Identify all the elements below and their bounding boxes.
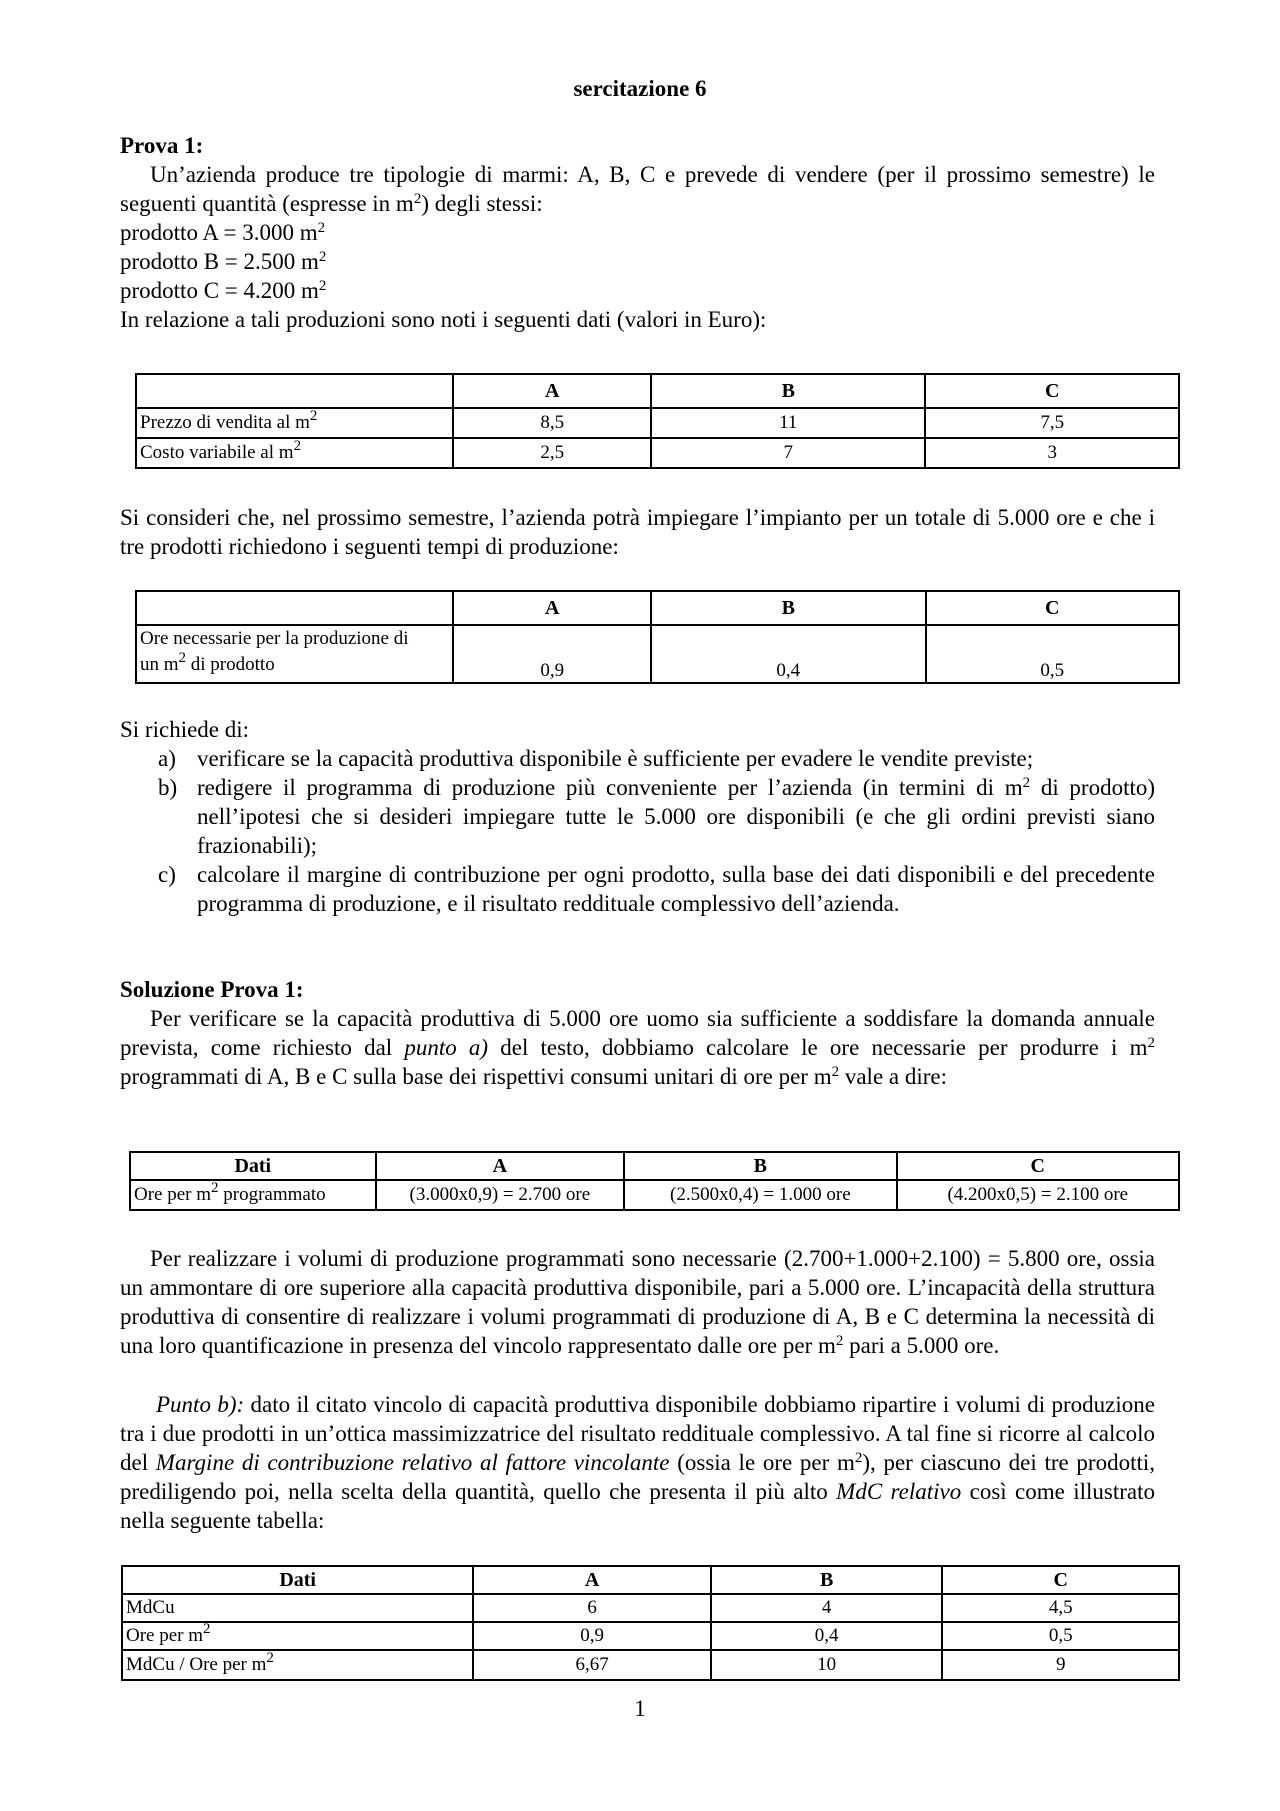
- relation-text: In relazione a tali produzioni sono noti i seguenti dati (valori in Euro):: [120, 307, 767, 332]
- table-header: C: [926, 591, 1180, 625]
- prova1-heading: Prova 1:: [120, 133, 204, 158]
- table-header: A: [473, 1566, 711, 1594]
- table-header: Dati: [122, 1566, 473, 1594]
- table-cell: (4.200x0,5) = 2.100 ore: [897, 1180, 1179, 1210]
- table-cell: 0,9: [453, 625, 651, 683]
- table-cell: 0,9: [473, 1622, 711, 1650]
- table-header: [136, 591, 453, 625]
- mdc-table: [121, 1565, 1180, 1681]
- list-item: b) redigere il programma di produzione più conveniente per l’azienda (in termini di $m^2$ di prodotto) nell’ipotesi che si desideri impiegare tutte le 5.000 ore disponibili (e che gli ordini previsti siano frazionabili);: [158, 775, 1156, 858]
- page-title: sercitazione 6: [573, 76, 707, 101]
- table-cell: 4: [711, 1594, 943, 1622]
- point-b-paragraph: Punto b): dato il citato vincolo di capacità produttiva disponibile dobbiamo ripartire i volumi di produzione tra i due prodotti in un’ottica massimizzatrice del risultato reddituale complessivo. A tal fine si ricorre al calcolo del Margine di contribuzione relativo al fattore vincolante (ossia le ore per $m^2$), per ciascuno dei tre prodotti, prediligendo poi, nella scelta della quantità, quello che presenta il più alto MdC relativo così come illustrato nella seguente tabella:: [120, 1392, 1155, 1533]
- table-cell: 4,5: [942, 1594, 1179, 1622]
- row-label: Ore per $m^2$: [122, 1622, 473, 1650]
- table-row: [122, 1594, 1179, 1622]
- table-cell: 8,5: [453, 408, 651, 438]
- table-cell: 7,5: [925, 408, 1179, 438]
- table-cell: 0,5: [942, 1622, 1179, 1650]
- requirements-intro: Si richiede di:: [120, 717, 250, 742]
- table-cell: 2,5: [453, 438, 651, 468]
- table-header: A: [376, 1152, 625, 1180]
- table-row: [122, 1650, 1179, 1680]
- solution-paragraph: Per verificare se la capacità produttiva di 5.000 ore uomo sia sufficiente a soddisfare la domanda annuale prevista, come richiesto dal punto a) del testo, dobbiamo calcolare le ore necessarie per produrre i $m^2$ programmati di A, B e C sulla base dei rispettivi consumi unitari di ore per $m^2$ vale a dire:: [120, 1006, 1155, 1089]
- table-row: [130, 1180, 1179, 1210]
- table-cell: 11: [651, 408, 925, 438]
- list-item: c) calcolare il margine di contribuzione per ogni prodotto, sulla base dei dati disponibili e del precedente programma di produzione, e il risultato reddituale complessivo dell’azienda.: [158, 862, 1155, 916]
- capacity-paragraph: Si consideri che, nel prossimo semestre, l’azienda potrà impiegare l’impianto per un totale di 5.000 ore e che i tre prodotti richiedono i seguenti tempi di produzione:: [120, 505, 1155, 559]
- table-header: B: [711, 1566, 943, 1594]
- table-cell: 0,4: [651, 625, 925, 683]
- page-number: 1: [634, 1696, 646, 1721]
- table-cell: 6: [473, 1594, 711, 1622]
- quantity-c: prodotto C = 4.200 $m^2$: [120, 278, 327, 303]
- requirements-section: [120, 715, 1155, 918]
- table-cell: 7: [651, 438, 925, 468]
- row-label: Costo variabile al $m^2$: [136, 438, 453, 468]
- table-cell: 0,4: [711, 1622, 943, 1650]
- table-header: C: [897, 1152, 1179, 1180]
- hours-programmed-table: [129, 1151, 1180, 1211]
- table-row: [122, 1622, 1179, 1650]
- hours-table: [135, 590, 1180, 684]
- volumes-paragraph: Per realizzare i volumi di produzione programmati sono necessarie (2.700+1.000+2.100) = 5.800 ore, ossia un ammontare di ore superiore alla capacità produttiva disponibile, pari a 5.000 ore. L’incapacità della struttura produttiva di consentire di realizzare i volumi programmati di produzione di A, B e C determina la necessità di una loro quantificazione in presenza del vincolo rappresentato dalle ore per $m^2$ pari a 5.000 ore.: [120, 1246, 1155, 1358]
- table-cell: 3: [925, 438, 1179, 468]
- table-header: A: [453, 591, 651, 625]
- table-header: Dati: [130, 1152, 376, 1180]
- table-cell: (2.500x0,4) = 1.000 ore: [624, 1180, 896, 1210]
- table-row: [136, 438, 1179, 468]
- table-header: A: [453, 374, 651, 408]
- row-label: Ore per $m^2$ programmato: [130, 1180, 376, 1210]
- table-cell: 6,67: [473, 1650, 711, 1680]
- table-row: [136, 625, 1179, 683]
- table-cell: 9: [942, 1650, 1179, 1680]
- quantity-a: prodotto A = 3.000 $m^2$: [120, 220, 326, 245]
- row-label: MdCu: [122, 1594, 473, 1622]
- table-cell: (3.000x0,9) = 2.700 ore: [376, 1180, 625, 1210]
- row-label: MdCu / Ore per $m^2$: [122, 1650, 473, 1680]
- list-item: a) verificare se la capacità produttiva disponibile è sufficiente per evadere le vendite previste;: [158, 746, 1034, 771]
- row-label: Ore necessarie per la produzione di un $m^2$ di prodotto: [136, 625, 453, 683]
- table-header: B: [651, 591, 925, 625]
- table-header: C: [942, 1566, 1179, 1594]
- price-cost-table: [135, 373, 1180, 469]
- quantity-b: prodotto B = 2.500 $m^2$: [120, 249, 327, 274]
- table-header: C: [925, 374, 1179, 408]
- table-header: B: [624, 1152, 896, 1180]
- table-row: [136, 408, 1179, 438]
- solution-heading: Soluzione Prova 1:: [120, 977, 304, 1002]
- table-header: B: [651, 374, 925, 408]
- requirements-list: [120, 744, 1155, 918]
- table-header: [136, 374, 453, 408]
- table-cell: 10: [711, 1650, 943, 1680]
- solution-section: [120, 975, 1155, 1091]
- prova1-intro: Un’azienda produce tre tipologie di marmi: A, B, C e prevede di vendere (per il prossimo semestre) le seguenti quantità (espresse in $m^2$) degli stessi:: [120, 162, 1155, 216]
- row-label: Prezzo di vendita al $m^2$: [136, 408, 453, 438]
- prova1-section: [120, 131, 1155, 334]
- table-cell: 0,5: [926, 625, 1180, 683]
